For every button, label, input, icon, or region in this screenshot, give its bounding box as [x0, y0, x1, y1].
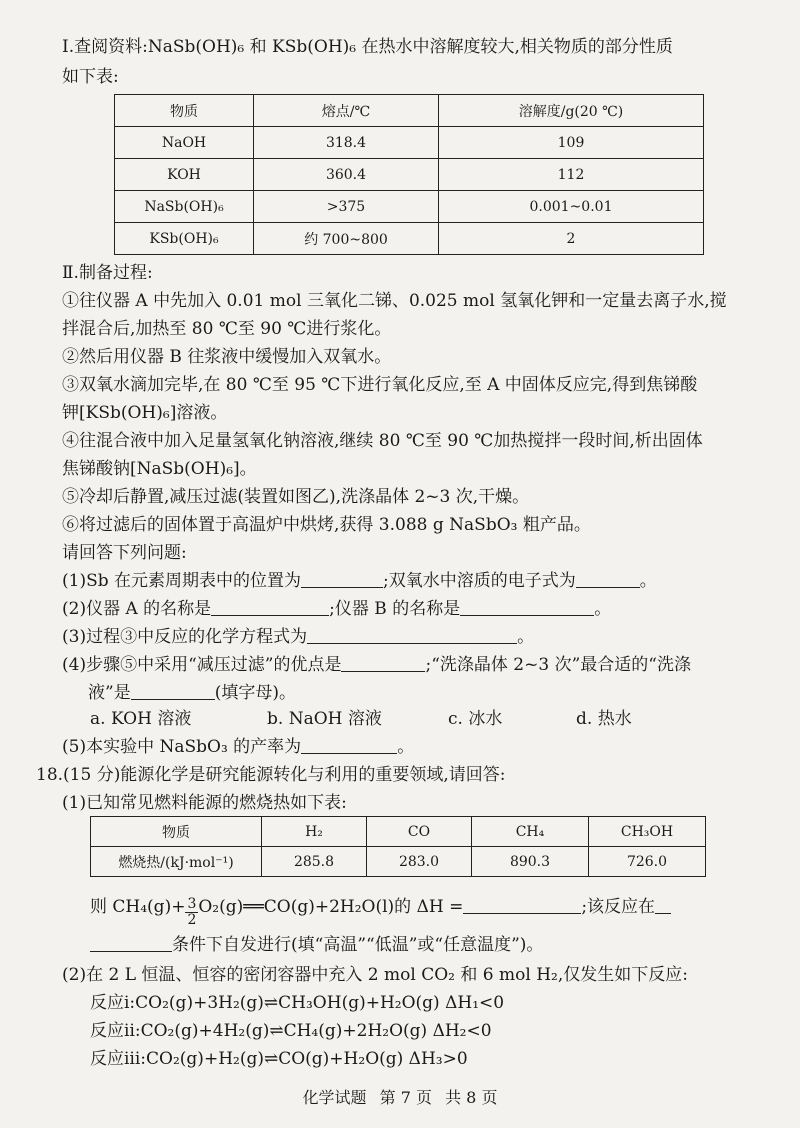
option-a: a. KOH 溶液: [90, 709, 192, 729]
footer-subject: 化学试题: [302, 1088, 367, 1107]
answer-blank[interactable]: [131, 684, 215, 700]
question-text: (3)过程③中反应的化学方程式为: [62, 627, 308, 647]
table-cell: NaOH: [115, 127, 254, 159]
equation-line: [90, 896, 671, 928]
table-header-row: [91, 817, 706, 847]
answer-blank[interactable]: [460, 600, 594, 616]
table-cell: 112: [439, 159, 704, 191]
question-text: ;“洗涤晶体 2~3 次”最合适的“洗涤: [425, 655, 691, 675]
equation-text: 则 CH₄(g)+: [90, 897, 186, 917]
answer-blank[interactable]: [463, 898, 581, 914]
question-text: 。: [397, 737, 415, 757]
table-header-row: [115, 95, 704, 127]
reaction-1: 反应ⅰ:CO₂(g)+3H₂(g)⇌CH₃OH(g)+H₂O(g) ΔH₁<0: [90, 993, 505, 1013]
page-footer: [0, 1085, 800, 1108]
table-row: [115, 159, 704, 191]
table-cell: 2: [439, 223, 704, 255]
step-3: ③双氧水滴加完毕,在 80 ℃至 95 ℃下进行氧化反应,至 A 中固体反应完,得到焦锑酸: [62, 375, 698, 395]
table-row: [91, 847, 706, 877]
option-b: b. NaOH 溶液: [267, 709, 382, 729]
question-text: (填字母)。: [214, 683, 296, 703]
table-cell: 燃烧热/(kJ·mol⁻¹): [91, 847, 262, 877]
option-d: d. 热水: [576, 709, 632, 729]
step-3-cont: 钾[KSb(OH)₆]溶液。: [62, 403, 228, 423]
footer-page-number: 第 7 页: [379, 1088, 432, 1107]
table-header: 物质: [91, 817, 262, 847]
table-cell: KSb(OH)₆: [115, 223, 254, 255]
question-text: (1)Sb 在元素周期表中的位置为: [62, 571, 302, 591]
table-cell: 285.8: [262, 847, 367, 877]
step-1: ①往仪器 A 中先加入 0.01 mol 三氧化二锑、0.025 mol 氢氧化钾和一定量去离子水,搅: [62, 291, 727, 311]
answer-blank[interactable]: [655, 898, 671, 914]
problem-18-part-1: (1)已知常见燃料能源的燃烧热如下表:: [62, 793, 347, 813]
question-text: 液”是: [88, 683, 131, 703]
question-text: ;仪器 B 的名称是: [329, 599, 461, 619]
question-text: 。: [639, 571, 657, 591]
step-4: ④往混合液中加入足量氢氧化钠溶液,继续 80 ℃至 90 ℃加热搅拌一段时间,析出固体: [62, 431, 703, 451]
option-c: c. 冰水: [448, 709, 503, 729]
table-header: CO: [367, 817, 472, 847]
question-4: [62, 654, 691, 676]
question-2: [62, 598, 611, 620]
table-header: 溶解度/g(20 ℃): [439, 95, 704, 127]
answer-blank[interactable]: [301, 738, 397, 754]
question-text: (4)步骤⑤中采用“减压过滤”的优点是: [62, 655, 342, 675]
question-text: 。: [517, 627, 535, 647]
question-3: [62, 626, 534, 648]
answer-blank[interactable]: [341, 656, 425, 672]
table-cell: KOH: [115, 159, 254, 191]
fraction-numerator: 3: [187, 896, 197, 912]
questions-prompt: 请回答下列问题:: [62, 543, 187, 563]
combustion-heat-table: [90, 816, 706, 877]
table-row: [115, 127, 704, 159]
question-text: ;双氧水中溶质的电子式为: [383, 571, 576, 591]
step-5: ⑤冷却后静置,减压过滤(装置如图乙),洗涤晶体 2~3 次,干燥。: [62, 487, 530, 507]
section1-heading-cont: 如下表:: [62, 67, 119, 87]
table-cell: 283.0: [367, 847, 472, 877]
table-row: [115, 191, 704, 223]
section1-heading: Ⅰ.查阅资料:NaSb(OH)₆ 和 KSb(OH)₆ 在热水中溶解度较大,相关物质的部分性质: [62, 37, 673, 57]
table-cell: 890.3: [472, 847, 589, 877]
step-1-cont: 拌混合后,加热至 80 ℃至 90 ℃进行浆化。: [62, 319, 392, 339]
question-text: (5)本实验中 NaSbO₃ 的产率为: [62, 737, 302, 757]
problem-18-part-2: (2)在 2 L 恒温、恒容的密闭容器中充入 2 mol CO₂ 和 6 mol H₂,仅发生如下反应:: [62, 965, 688, 985]
reaction-2: 反应ⅱ:CO₂(g)+4H₂(g)⇌CH₄(g)+2H₂O(g) ΔH₂<0: [90, 1021, 492, 1041]
fraction-denominator: 2: [187, 912, 197, 928]
question-text: 。: [594, 599, 612, 619]
equation-text: 条件下自发进行(填“高温”“低温”或“任意温度”)。: [172, 935, 544, 955]
equation-text: O₂(g)══CO(g)+2H₂O(l)的 ΔH =: [198, 897, 464, 917]
table-cell: >375: [254, 191, 439, 223]
step-4-cont: 焦锑酸钠[NaSb(OH)₆]。: [62, 459, 257, 479]
step-6: ⑥将过滤后的固体置于高温炉中烘烤,获得 3.088 g NaSbO₃ 粗产品。: [62, 515, 591, 535]
answer-blank[interactable]: [90, 936, 172, 952]
table-header: 熔点/℃: [254, 95, 439, 127]
step-2: ②然后用仪器 B 往浆液中缓慢加入双氧水。: [62, 347, 392, 367]
table-cell: 726.0: [589, 847, 706, 877]
table-header: CH₃OH: [589, 817, 706, 847]
properties-table: [114, 94, 704, 255]
table-cell: 318.4: [254, 127, 439, 159]
section2-heading: Ⅱ.制备过程:: [62, 263, 153, 283]
footer-total-pages: 共 8 页: [445, 1088, 498, 1107]
answer-blank[interactable]: [301, 572, 383, 588]
table-cell: 约 700~800: [254, 223, 439, 255]
answer-blank[interactable]: [211, 600, 329, 616]
table-cell: 109: [439, 127, 704, 159]
table-header: CH₄: [472, 817, 589, 847]
fraction: [185, 897, 198, 928]
reaction-3: 反应ⅲ:CO₂(g)+H₂(g)⇌CO(g)+H₂O(g) ΔH₃>0: [90, 1049, 468, 1069]
question-5: [62, 736, 414, 758]
table-header: 物质: [115, 95, 254, 127]
question-4-cont: [88, 682, 296, 704]
table-header: H₂: [262, 817, 367, 847]
answer-blank[interactable]: [576, 572, 640, 588]
table-cell: 0.001~0.01: [439, 191, 704, 223]
table-row: [115, 223, 704, 255]
table-cell: NaSb(OH)₆: [115, 191, 254, 223]
equation-line-2: [90, 934, 543, 956]
answer-blank[interactable]: [307, 628, 517, 644]
question-text: (2)仪器 A 的名称是: [62, 599, 212, 619]
problem-18-heading: 18.(15 分)能源化学是研究能源转化与利用的重要领域,请回答:: [36, 765, 506, 785]
table-cell: 360.4: [254, 159, 439, 191]
equation-text: ;该反应在: [581, 897, 656, 917]
question-1: [62, 570, 657, 592]
